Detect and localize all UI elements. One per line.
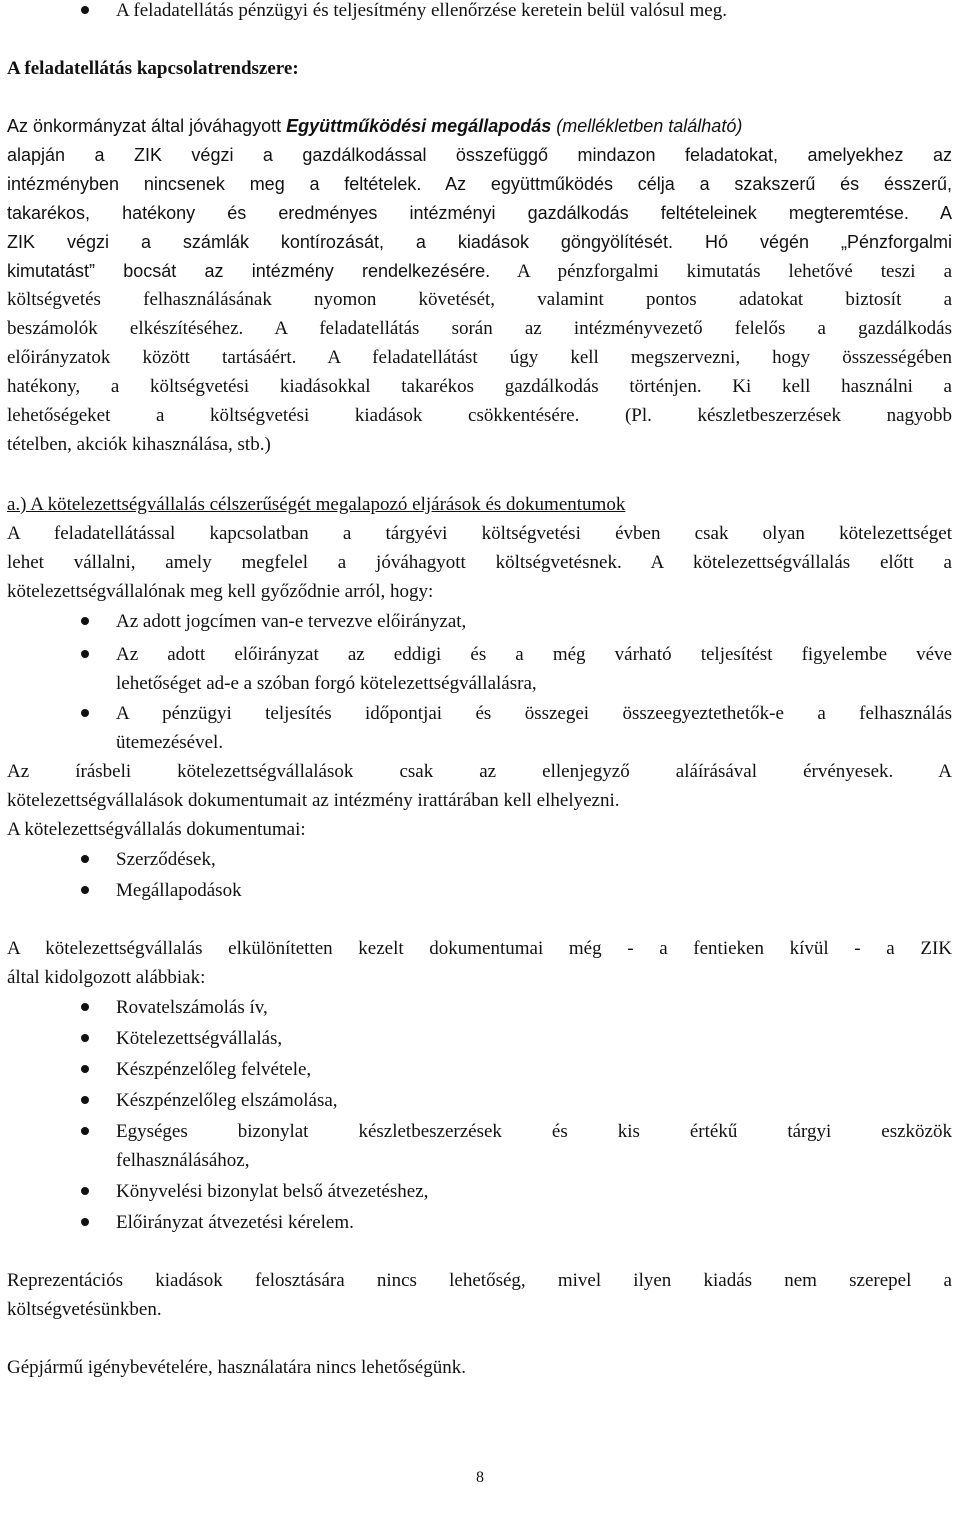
bullet-icon <box>81 1218 89 1226</box>
paragraph-line: beszámolók elkészítéséhez. A feladatellátás során az intézményvezető felelős a gazdálkodás <box>7 318 952 339</box>
bullet-icon <box>81 1003 89 1011</box>
list-item-text: Szerződések, <box>116 849 216 870</box>
list-item-text: felhasználásához, <box>116 1150 250 1171</box>
bullet-icon <box>81 1065 89 1073</box>
bullet-icon <box>81 6 89 14</box>
list-item-text: Könyvelési bizonylat belső átvezetéshez, <box>116 1181 429 1202</box>
paragraph-line: takarékos, hatékony és eredményes intézményi gazdálkodás feltételeinek megteremtése. A <box>7 203 952 223</box>
paragraph-line: lehetőségeket a költségvetési kiadások csökkentésére. (Pl. készletbeszerzések nagyobb <box>7 405 952 426</box>
bullet-icon <box>81 1127 89 1135</box>
bullet-icon <box>81 650 89 658</box>
bullet-icon <box>81 1187 89 1195</box>
text-span: A pénzforgalmi kimutatás lehetővé teszi a <box>490 261 952 282</box>
paragraph-line: hatékony, a költségvetési kiadásokkal takarékos gazdálkodás történjen. Ki kell használni a <box>7 376 952 397</box>
text-span: (mellékletben található) <box>551 116 743 136</box>
paragraph-line: kötelezettségvállalások dokumentumait az intézmény irattárában kell elhelyezni. <box>7 790 620 811</box>
bullet-icon <box>81 709 89 717</box>
list-item-text: Egységes bizonylat készletbeszerzések és kis értékű tárgyi eszközök <box>116 1121 952 1142</box>
list-item-text: Az adott előirányzat az eddigi és a még várható teljesítést figyelembe véve <box>116 644 952 665</box>
list-item-text: ütemezésével. <box>116 732 224 753</box>
heading-text: A feladatellátás kapcsolatrendszere: <box>7 58 299 79</box>
bullet-icon <box>81 1034 89 1042</box>
paragraph-line: által kidolgozott alábbiak: <box>7 967 206 988</box>
top-bullet-text: A feladatellátás pénzügyi és teljesítmény ellenőrzése keretein belül valósul meg. <box>116 0 727 21</box>
agreement-title: Együttműködési megállapodás <box>286 116 552 136</box>
paragraph-line: ZIK végzi a számlák kontírozását, a kiadások göngyölítését. Hó végén „Pénzforgalmi <box>7 232 952 252</box>
list-item-text: lehetőséget ad-e a szóban forgó kötelezettségvállalásra, <box>116 673 537 694</box>
paragraph-line <box>7 260 952 283</box>
paragraph-line: lehet vállalni, amely megfelel a jóváhagyott költségvetésnek. A kötelezettségvállalás előtt a <box>7 552 952 573</box>
list-item-text: A pénzügyi teljesítés időpontjai és összegei összeegyeztethetők-e a felhasználás <box>116 703 952 724</box>
list-item-text: Előirányzat átvezetési kérelem. <box>116 1212 354 1233</box>
bullet-icon <box>81 1096 89 1104</box>
paragraph-line: költségvetés felhasználásának nyomon követését, valamint pontos adatokat biztosít a <box>7 289 952 310</box>
paragraph-line: kötelezettségvállalónak meg kell győződnie arról, hogy: <box>7 581 434 602</box>
paragraph-line: A feladatellátással kapcsolatban a tárgyévi költségvetési évben csak olyan kötelezettséget <box>7 523 952 544</box>
paragraph-line: tételben, akciók kihasználása, stb.) <box>7 434 271 455</box>
paragraph-line: alapján a ZIK végzi a gazdálkodással összefüggő mindazon feladatokat, amelyekhez az <box>7 145 952 165</box>
text-span: Az együttműködés célja a szakszerű és ésszerű, <box>421 174 952 194</box>
paragraph-line: Reprezentációs kiadások felosztására nincs lehetőség, mivel ilyen kiadás nem szerepel a <box>7 1270 952 1291</box>
bullet-icon <box>81 855 89 863</box>
list-item-text: Készpénzelőleg felvétele, <box>116 1059 312 1080</box>
list-item-text: Készpénzelőleg elszámolása, <box>116 1090 338 1111</box>
bullet-icon <box>81 617 89 625</box>
list-item-text: Megállapodások <box>116 880 242 901</box>
section-a-title: a.) A kötelezettségvállalás célszerűségét megalapozó eljárások és dokumentumok <box>7 494 626 515</box>
paragraph-line <box>7 115 952 137</box>
bullet-icon <box>81 886 89 894</box>
text-span: kimutatást” bocsát az intézmény rendelkezésére. <box>7 261 491 281</box>
paragraph-line: Gépjármű igénybevételére, használatára nincs lehetőségünk. <box>7 1357 466 1378</box>
paragraph-line: költségvetésünkben. <box>7 1299 162 1320</box>
text-span: Az önkormányzat által jóváhagyott <box>7 116 287 136</box>
paragraph-line: A kötelezettségvállalás dokumentumai: <box>7 819 306 840</box>
page-number: 8 <box>476 1469 484 1486</box>
list-item-text: Rovatelszámolás ív, <box>116 997 268 1018</box>
paragraph-line: előirányzatok között tartásáért. A feladatellátást úgy kell megszervezni, hogy összességében <box>7 347 952 368</box>
paragraph-line: Az írásbeli kötelezettségvállalások csak az ellenjegyző aláírásával érvényesek. A <box>7 761 952 782</box>
paragraph-line <box>7 173 952 196</box>
list-item-text: Kötelezettségvállalás, <box>116 1028 283 1049</box>
list-item-text: Az adott jogcímen van-e tervezve előirányzat, <box>116 611 467 632</box>
text-span: intézményben nincsenek meg a feltételek. <box>7 174 422 194</box>
paragraph-line: A kötelezettségvállalás elkülönítetten kezelt dokumentumai még - a fentieken kívül - a ZIK <box>7 938 952 959</box>
